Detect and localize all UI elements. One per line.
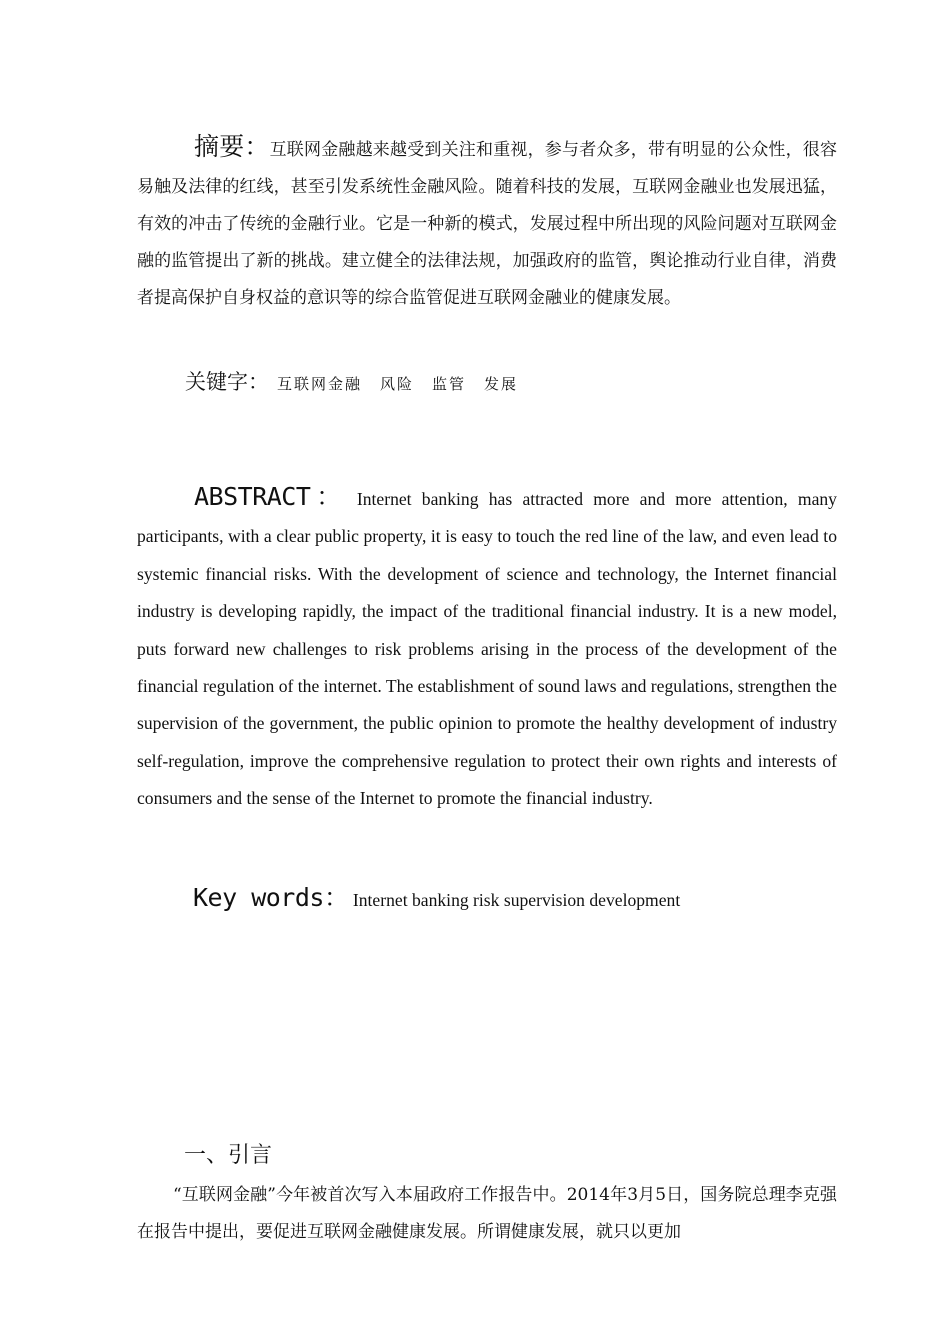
chinese-keyword: 风险 xyxy=(380,375,415,393)
english-keywords xyxy=(193,878,893,920)
english-abstract-label: ABSTRACT： xyxy=(194,482,347,511)
chinese-keywords-label: 关键字： xyxy=(185,370,269,394)
chinese-keyword: 互联网金融 xyxy=(277,375,363,393)
chinese-keyword: 监管 xyxy=(432,375,467,393)
english-keywords-text: Internet banking risk supervision development xyxy=(352,890,681,910)
english-keywords-label: Key words： xyxy=(193,883,349,912)
chinese-abstract xyxy=(137,128,837,317)
english-abstract-text: Internet banking has attracted more and more attention, many participants, with a clear public property, it is easy to touch the red line of the law, and even lead to systemic financial risks. With the development of science and technology, the Internet financial industry is developing rapidly, the impact of the traditional financial industry. It is a new model, puts forward new challenges to risk problems arising in the process of the development of the financial regulation of the internet. The establishment of sound laws and regulations, strengthen the supervision of the government, the public opinion to promote the healthy development of industry self-regulation, improve the comprehensive regulation to protect their own rights and interests of consumers and the sense of the Internet to promote the financial industry. xyxy=(137,489,837,809)
chinese-keywords-list xyxy=(277,375,536,393)
english-abstract xyxy=(137,478,837,818)
introduction-paragraph: “互联网金融”今年被首次写入本届政府工作报告中。2014年3月5日，国务院总理李克强在报告中提出，要促进互联网金融健康发展。所谓健康发展，就只以更加 xyxy=(137,1185,837,1242)
chinese-abstract-label: 摘要： xyxy=(194,132,270,161)
chinese-keyword: 发展 xyxy=(484,375,519,393)
chinese-abstract-text: 互联网金融越来越受到关注和重视，参与者众多，带有明显的公众性，很容易触及法律的红线，甚至引发系统性金融风险。随着科技的发展，互联网金融业也发展迅猛，有效的冲击了传统的金融行业。它是一种新的模式，发展过程中所出现的风险问题对互联网金融的监管提出了新的挑战。建立健全的法律法规，加强政府的监管，舆论推动行业自律，消费者提高保护自身权益的意识等的综合监管促进互联网金融业的健康发展。 xyxy=(137,140,837,308)
section-heading-introduction: 一、引言 xyxy=(184,1143,273,1168)
chinese-keywords xyxy=(185,366,885,400)
